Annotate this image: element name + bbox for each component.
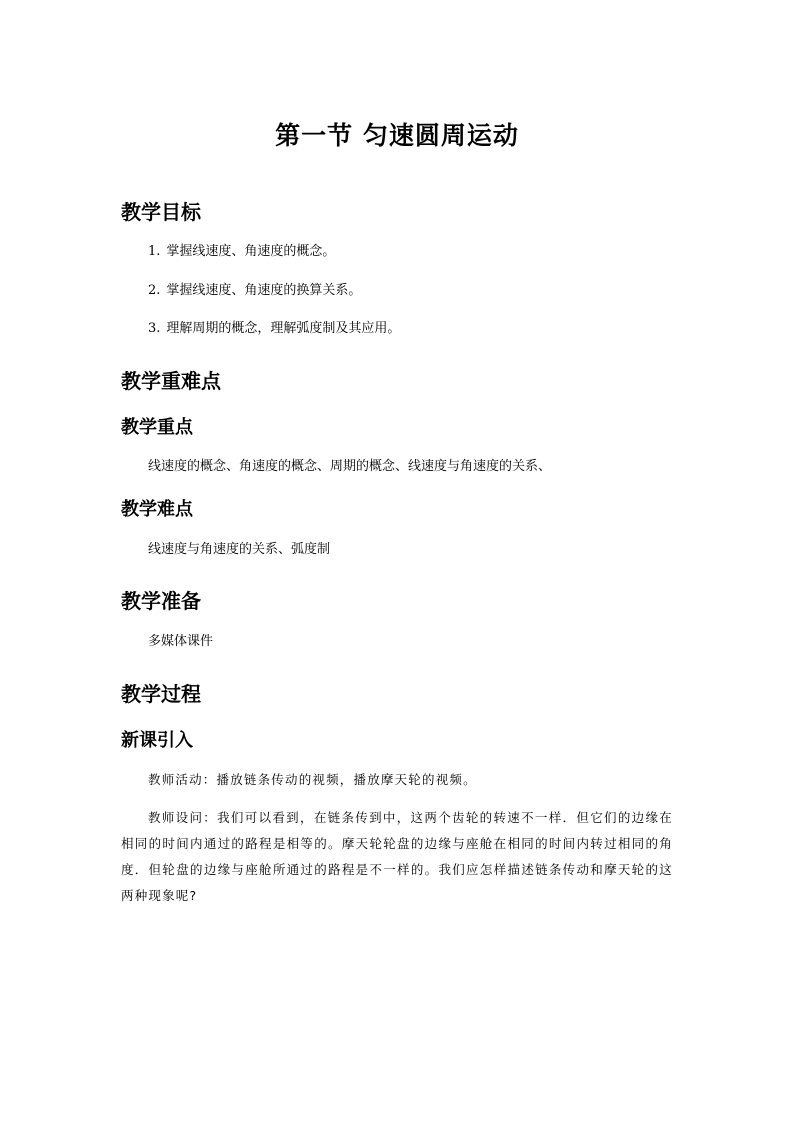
preparation-text: 多媒体课件 [148,634,214,649]
teacher-question-paragraph: 教师设问：我们可以看到，在链条传到中，这两个齿轮的转速不一样．但它们的边缘在相同的时间内通过的路程是相等的。摩天轮轮盘的边缘与座舱在相同的时间内转过相同的角度．但轮盘的边缘与座舱所通过的路程是不一样的。我们应怎样描述链条传动和摩天轮的这两种现象呢? [121,810,673,903]
objective-text: 掌握线速度、角速度的概念。 [166,244,336,259]
objective-item-2 [148,282,361,300]
objective-number: 1. [148,244,161,259]
objective-text: 理解周期的概念，理解弧度制及其应用。 [166,321,401,336]
heading-objectives: 教学目标 [121,200,201,224]
heading-preparation: 教学准备 [121,589,201,613]
key-points-text: 线速度的概念、角速度的概念、周期的概念、线速度与角速度的关系、 [148,459,552,474]
page-title: 第一节 匀速圆周运动 [275,121,519,150]
objective-number: 3. [148,321,161,336]
teacher-activity-paragraph: 教师活动：播放链条传动的视频，播放摩天轮的视频。 [148,772,477,787]
difficult-points-text: 线速度与角速度的关系、弧度制 [148,542,331,557]
heading-process: 教学过程 [121,682,201,706]
heading-difficult-points: 教学难点 [121,499,193,520]
heading-key-points: 教学重点 [121,417,193,438]
objective-item-3 [148,320,400,338]
heading-key-difficult: 教学重难点 [121,369,221,393]
objective-item-1 [148,243,335,261]
heading-intro: 新课引入 [121,730,193,751]
objective-number: 2. [148,283,161,298]
objective-text: 掌握线速度、角速度的换算关系。 [166,283,362,298]
